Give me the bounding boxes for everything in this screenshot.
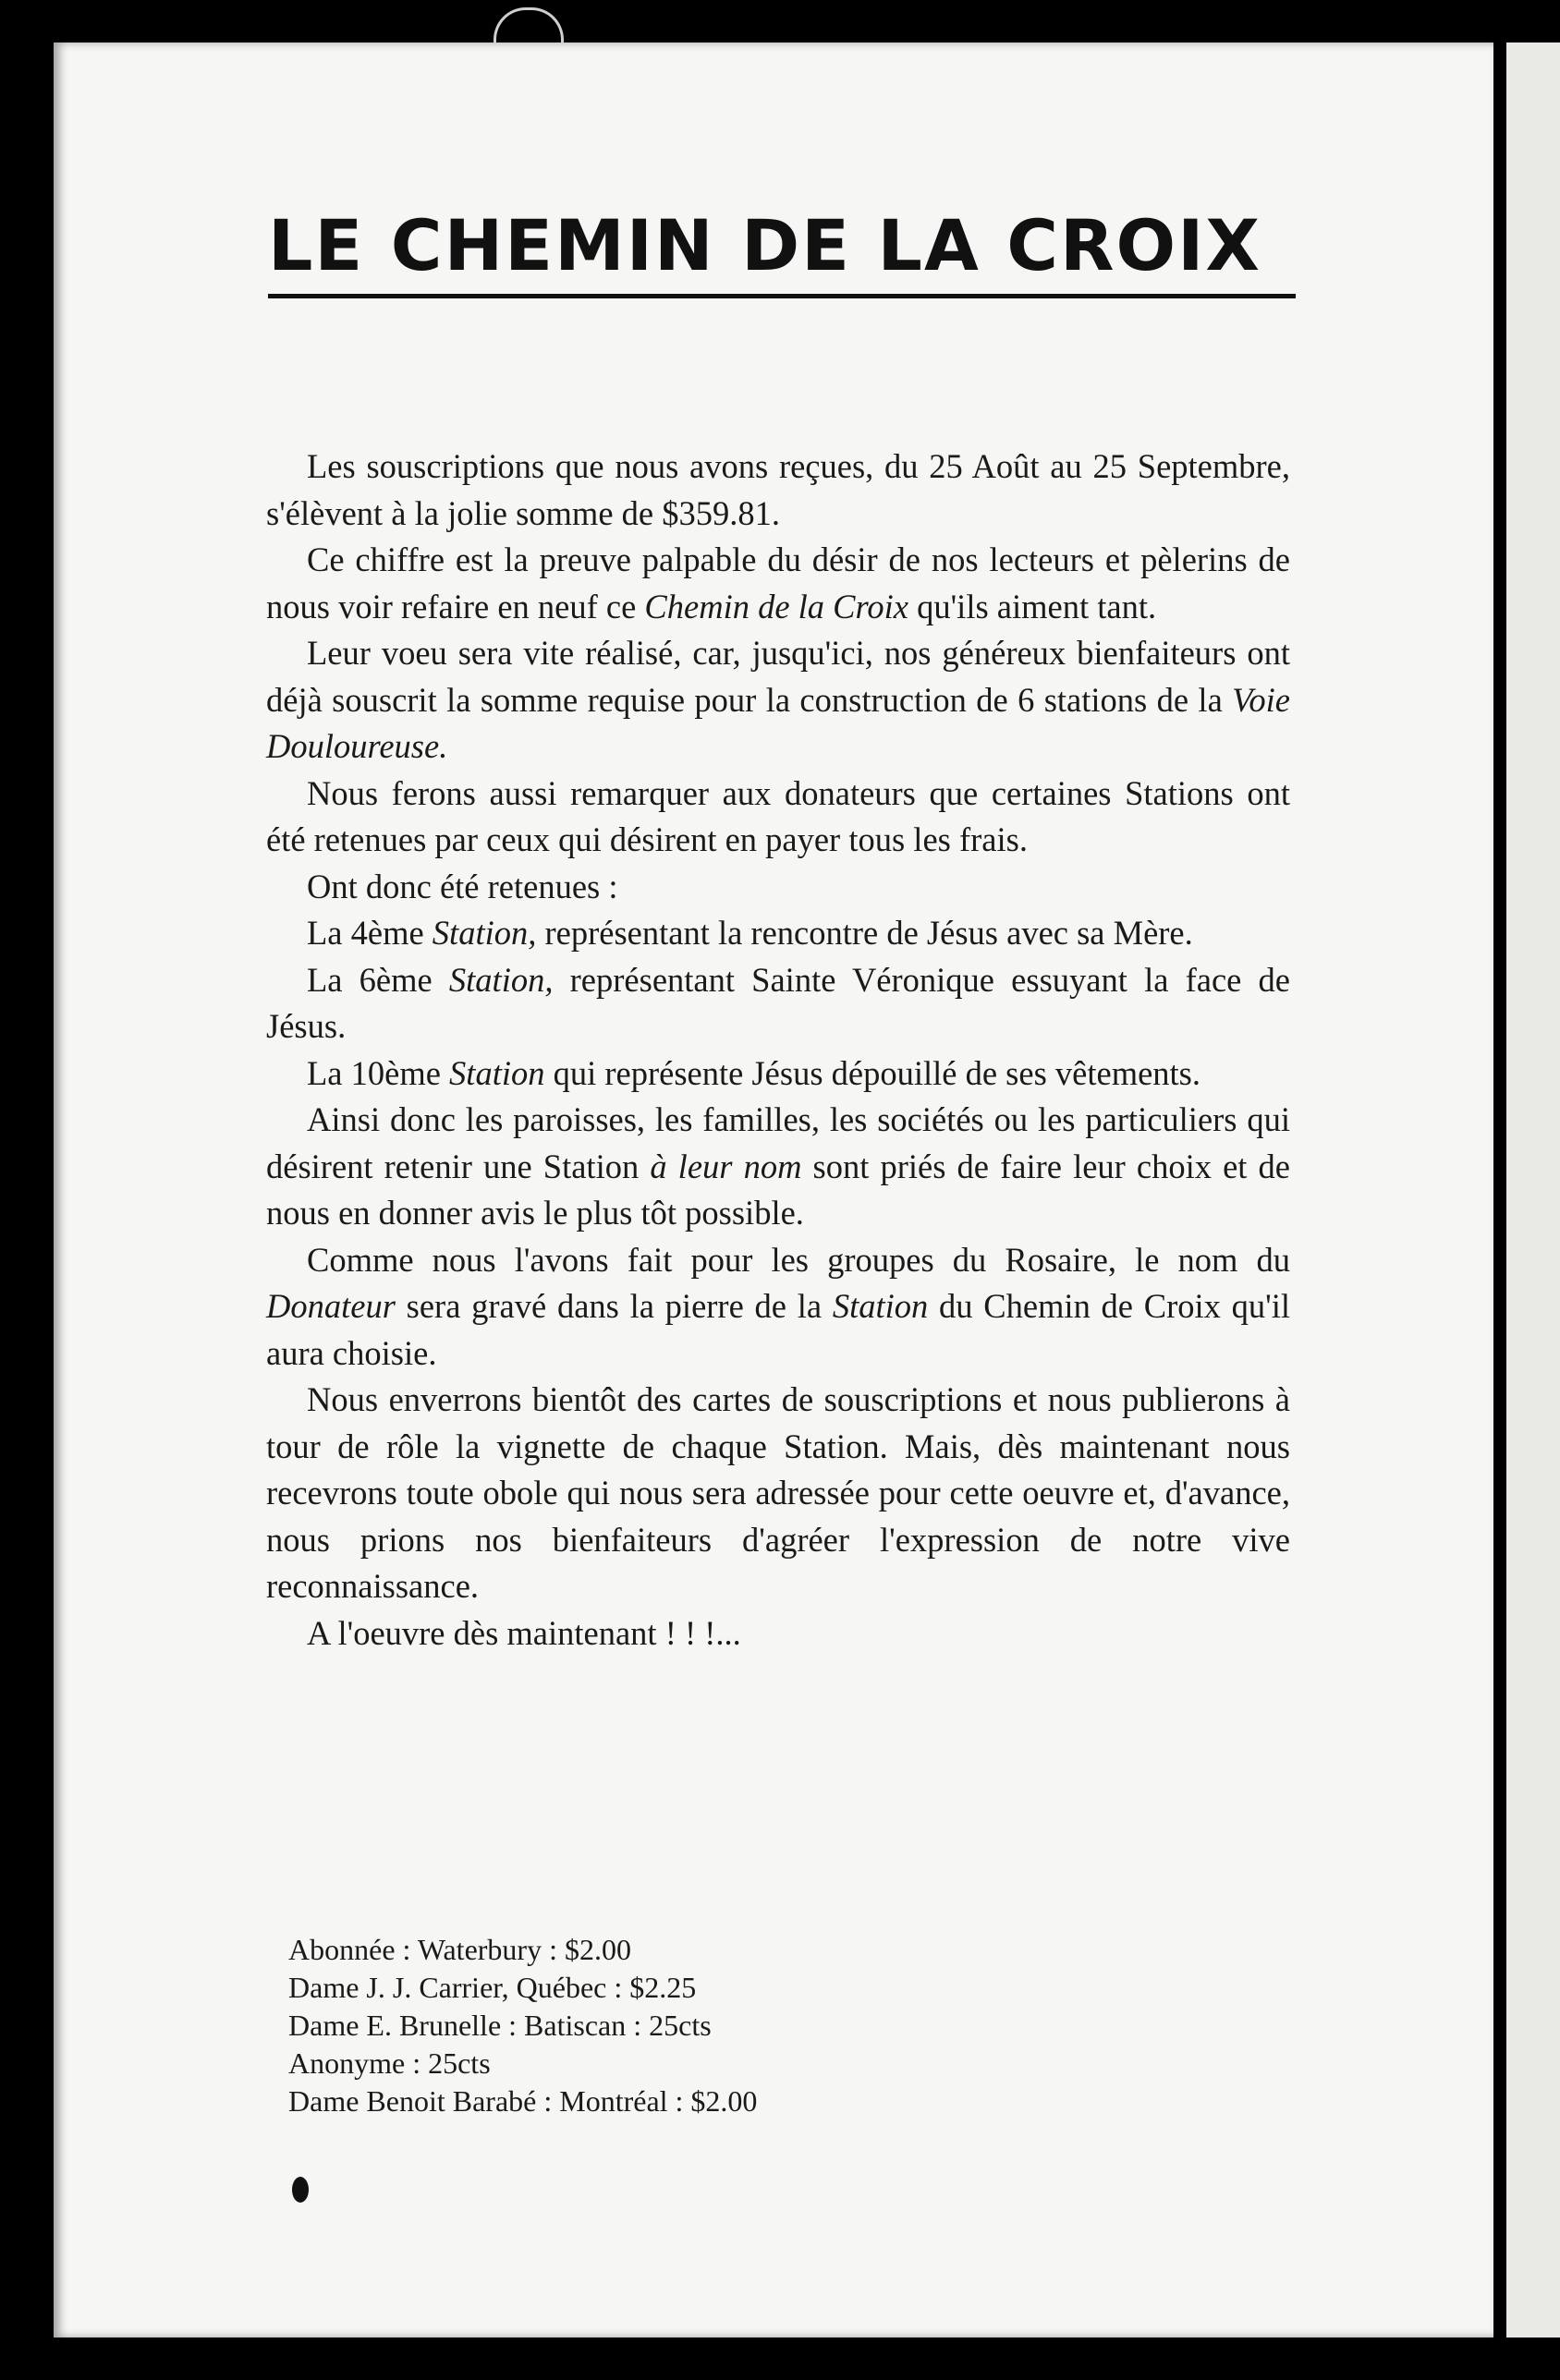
article-paragraph bbox=[266, 443, 1290, 537]
article-paragraph bbox=[266, 537, 1290, 630]
paragraph-text: qui représente Jésus dépouillé de ses vêtements. bbox=[544, 1053, 1201, 1092]
article-paragraph bbox=[266, 1610, 1290, 1658]
donor-entry: Abonnée : Waterbury : $2.00 bbox=[288, 1933, 631, 1966]
italic-text: Station, bbox=[448, 960, 554, 999]
paragraph-text: Leur voeu sera vite réalisé, car, jusqu'ici, nos généreux bienfaiteurs ont déjà souscrit la somme requise pour la construction de 6 stations de la bbox=[266, 634, 1290, 719]
italic-text: Station, bbox=[432, 914, 537, 952]
donor-entry: Anonyme : 25cts bbox=[288, 2046, 491, 2080]
paragraph-text: A l'oeuvre dès maintenant ! ! !... bbox=[307, 1613, 741, 1652]
article-paragraph bbox=[266, 1237, 1290, 1378]
article-paragraph bbox=[266, 771, 1290, 864]
bullet-mark bbox=[292, 2177, 309, 2203]
paragraph-text: Comme nous l'avons fait pour les groupes du Rosaire, le nom du bbox=[307, 1240, 1290, 1279]
paragraph-text: Ce chiffre est la preuve palpable du désir de nos lecteurs et pèlerins de nous voir refaire en neuf ce bbox=[266, 540, 1290, 625]
paragraph-text: La 6ème bbox=[307, 960, 449, 999]
article-title: LE CHEMIN DE LA CROIX bbox=[268, 204, 1262, 286]
italic-text: Voie Douloureuse. bbox=[266, 680, 1290, 765]
paragraph-text: La 10ème bbox=[307, 1053, 450, 1092]
article-paragraph bbox=[266, 864, 1290, 911]
paragraph-text: sont priés de faire leur choix et de nous en donner avis le plus tôt possible. bbox=[266, 1147, 1291, 1232]
adjacent-page-edge bbox=[1506, 42, 1560, 2338]
paragraph-text: représentant Sainte Véronique essuyant la face de Jésus. bbox=[266, 960, 1290, 1045]
article-paragraph bbox=[266, 1097, 1290, 1237]
italic-text: Donateur bbox=[266, 1287, 396, 1325]
article-body bbox=[266, 443, 1290, 1657]
donor-entry: Dame J. J. Carrier, Québec : $2.25 bbox=[288, 1971, 697, 2004]
italic-text: Station bbox=[449, 1053, 545, 1092]
paragraph-text: Ainsi donc les paroisses, les familles, les sociétés ou les particuliers qui désirent retenir une Station bbox=[266, 1100, 1290, 1185]
paragraph-text: Nous ferons aussi remarquer aux donateurs que certaines Stations ont été retenues par ceux qui désirent en payer tous les frais. bbox=[266, 773, 1290, 858]
paragraph-text: représentant la rencontre de Jésus avec sa Mère. bbox=[536, 914, 1193, 952]
title-underline bbox=[268, 294, 1296, 298]
article-paragraph bbox=[266, 957, 1290, 1050]
paragraph-text: La 4ème bbox=[307, 914, 433, 952]
italic-text: à leur nom bbox=[650, 1147, 802, 1185]
article-paragraph bbox=[266, 910, 1290, 957]
italic-text: Chemin de la Croix bbox=[644, 587, 908, 625]
article-paragraph bbox=[266, 630, 1290, 771]
paragraph-text: Les souscriptions que nous avons reçues, du 25 Août au 25 Septembre, s'élèvent à la jolie somme de $359.81. bbox=[266, 447, 1290, 532]
article-paragraph bbox=[266, 1050, 1290, 1098]
donor-entry: Dame E. Brunelle : Batiscan : 25cts bbox=[288, 2009, 712, 2042]
paragraph-text: Ont donc été retenues : bbox=[307, 867, 618, 905]
donor-entry: Dame Benoit Barabé : Montréal : $2.00 bbox=[288, 2084, 758, 2118]
italic-text: Station bbox=[832, 1287, 929, 1325]
paragraph-text: qu'ils aiment tant. bbox=[908, 587, 1157, 625]
donor-list bbox=[288, 1931, 1120, 2120]
paragraph-text: du Chemin de Croix qu'il aura choisie. bbox=[266, 1287, 1290, 1372]
paragraph-text: Nous enverrons bientôt des cartes de souscriptions et nous publierons à tour de rôle la vignette de chaque Station. Mais, dès maintenant nous recevrons toute obole qui nous sera adressée pour cette oeuvre et, d'avance, nous prions nos bienfaiteurs d'agréer l'expression de notre vive reconnaissance. bbox=[266, 1380, 1290, 1605]
article-paragraph bbox=[266, 1377, 1290, 1610]
paragraph-text: sera gravé dans la pierre de la bbox=[395, 1287, 833, 1325]
